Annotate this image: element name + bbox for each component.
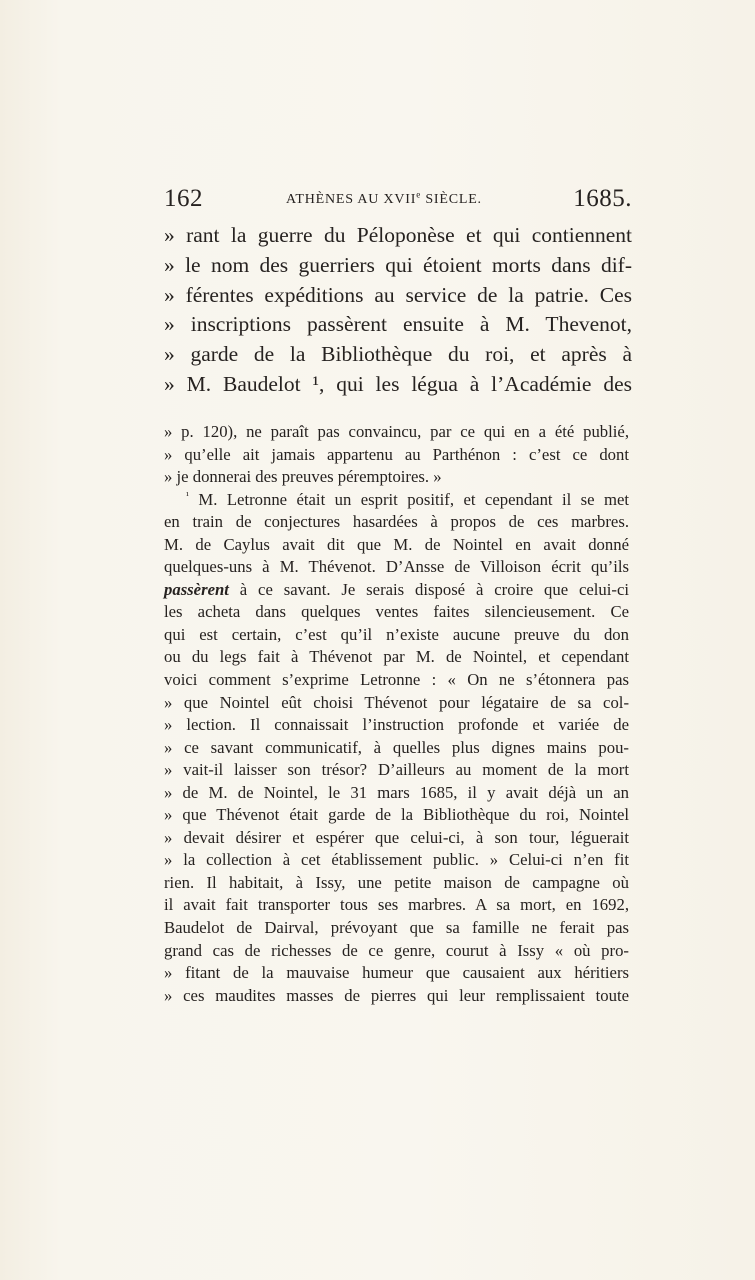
footnote-line: » devait désirer et espérer que celui-ci, à son tour, léguerait	[164, 827, 629, 847]
footnote-line: » ce savant communicatif, à quelles plus dignes mains pou-	[164, 737, 629, 757]
running-title-text: ATHÈNES AU XVII	[286, 192, 417, 207]
footnote-line: ou du legs fait à Thévenot par M. de Nointel, et cependant	[164, 647, 629, 667]
footnote-marker: ¹	[186, 490, 189, 502]
footnote-line: Baudelot de Dairval, prévoyant que sa famille ne ferait pas	[164, 918, 629, 938]
footnote-line: » p. 120), ne paraît pas convaincu, par ce qui en a été publié,	[164, 422, 629, 441]
footnote-line: voici comment s’exprime Letronne : « On ne s’étonnera pas	[164, 670, 629, 690]
running-title-end: SIÈCLE.	[421, 192, 482, 207]
footnote-line: » vait-il laisser son trésor? D’ailleurs au moment de la mort	[164, 760, 629, 780]
footnote-line: » la collection à cet établissement public. » Celui-ci n’en fit	[164, 850, 629, 870]
header-year: 1685.	[573, 185, 632, 212]
footnote-line: » de M. de Nointel, le 31 mars 1685, il y avait déjà un an	[164, 782, 629, 802]
page-number: 162	[164, 185, 203, 212]
footnote-line: » ces maudites masses de pierres qui leur remplissaient toute	[164, 985, 629, 1005]
footnote-line: » je donnerai des preuves péremptoires. »	[164, 467, 442, 487]
main-text-line: » inscriptions passèrent ensuite à M. Thevenot,	[164, 312, 632, 337]
footnote-italic-word: passèrent	[164, 579, 229, 599]
footnote-line	[164, 489, 629, 512]
running-title-superscript: e	[416, 189, 422, 200]
footnote-line: » qu’elle ait jamais appartenu au Parthénon : c’est ce dont	[164, 444, 629, 464]
running-title	[286, 191, 482, 209]
footnote-line: rien. Il habitait, à Issy, une petite maison de campagne où	[164, 872, 629, 892]
footnote-line: grand cas de richesses de ce genre, courut à Issy « où pro-	[164, 940, 629, 960]
footnote-line: » fitant de la mauvaise humeur que causaient aux héritiers	[164, 963, 629, 983]
footnote-line: en train de conjectures hasardées à propos de ces marbres.	[164, 512, 629, 532]
footnote-text: M. Letronne était un esprit positif, et cependant il se met	[189, 489, 629, 509]
footnote-line	[164, 579, 629, 602]
main-text-line: » rant la guerre du Péloponèse et qui contiennent	[164, 223, 632, 247]
footnote-line: quelques-uns à M. Thévenot. D’Ansse de Villoison écrit qu’ils	[164, 557, 629, 577]
footnote-line: » lection. Il connaissait l’instruction profonde et variée de	[164, 715, 629, 735]
main-text-line: » le nom des guerriers qui étoient morts dans dif-	[164, 252, 632, 277]
main-text-line: » férentes expéditions au service de la patrie. Ces	[164, 282, 632, 307]
main-text-line: » garde de la Bibliothèque du roi, et après à	[164, 342, 632, 367]
footnote-text: à ce savant. Je serais disposé à croire que celui-ci	[228, 579, 629, 599]
footnote-line: » que Nointel eût choisi Thévenot pour légataire de sa col-	[164, 692, 629, 712]
main-text-line: » M. Baudelot ¹, qui les légua à l’Académie des	[164, 371, 632, 396]
footnote-line: » que Thévenot était garde de la Bibliothèque du roi, Nointel	[164, 805, 629, 825]
footnote-line: les acheta dans quelques ventes faites silencieusement. Ce	[164, 602, 629, 622]
footnote-line: qui est certain, c’est qu’il n’existe aucune preuve du don	[164, 624, 629, 644]
footnotes	[164, 421, 629, 1007]
footnote-line: il avait fait transporter tous ses marbres. A sa mort, en 1692,	[164, 895, 629, 915]
footnote-line: M. de Caylus avait dit que M. de Nointel en avait donné	[164, 534, 629, 554]
main-text	[164, 221, 632, 400]
running-head	[164, 185, 632, 213]
